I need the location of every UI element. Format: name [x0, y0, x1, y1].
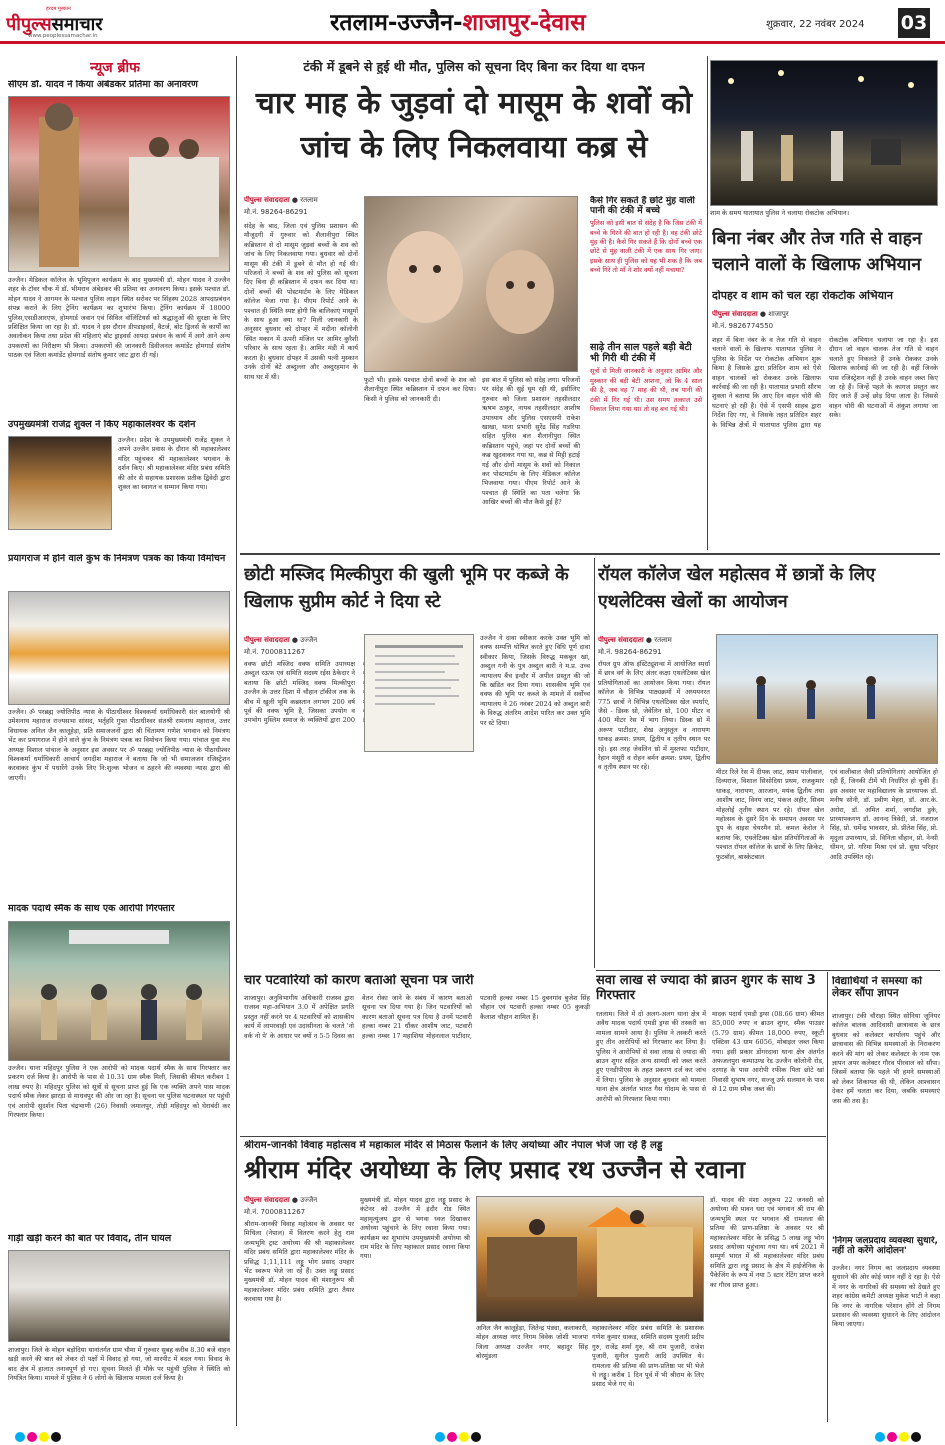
brownsugar-body: रतलाम। जिले में दो अलग-अलग थाना क्षेत्र में अवैध मादक पदार्थ एमडी ड्रग्स की तस्करी का मामला सामने आया है। पुलिस ने तस्करी करते हुए तीन आरोपियों को गिरफ्तार कर लिया है। पुलिस ने आरोपियों से सवा लाख से ज्यादा की ब्राउन शुगर सहित अन्य सामग्री को जब्त करते हुए एनडीपीएस के तहत प्रकरण दर्ज कर जांच में लिया। पुलिस के अनुसार बुधवार को मामला थाना क्षेत्र अंतर्गत भारत गैस गोदाम के पास से आरोपी को गिरफ्तार किया गया।: [596, 1010, 706, 1103]
photo-smack-arrest: [8, 921, 230, 1061]
royal-byline: [598, 636, 718, 657]
brand-left: पीपुल्स: [6, 14, 52, 35]
news-brief-label: न्यूज ब्रीफ: [90, 60, 140, 76]
page-number: 03: [898, 8, 930, 38]
vidyarthi-headline: विद्यार्थियों ने समस्या को लेकर सौंपा ज्ञापन: [832, 976, 922, 999]
section-title-2: शाजापुर-देवास: [462, 10, 586, 36]
sidebar-body-2: सूत्रों से मिली जानकारी के अनुसार आमिर और मुस्कान की बड़ी बेटी आशना, जो कि 4 साल की है, जब वह 7 माह की थी, तब पानी की टंकी में गिर गई थी। उस समय तत्काल उसे निकाल लिया गया था। तो वह बच गई थी।: [590, 367, 702, 414]
royal-byline-mobile: मो.नं. 98264-86291: [598, 648, 662, 656]
brand-right: समाचार: [51, 14, 103, 35]
main-photo-caption: फुटो भी। इसके पश्चात दोनों बच्चों के शव को शैलानीपुरा स्थित कब्रिस्तान में दफन कर दिया। किसी ने पुलिस को जानकारी दी।: [364, 376, 476, 403]
main-byline-mobile: मो.नं. 98264-86291: [244, 208, 308, 216]
roadshow-subhead: दोपहर व शाम को चल रहा रोकटोक अभियान: [712, 290, 893, 302]
masthead: [0, 0, 945, 44]
masjid-headline: छोटी मस्जिद मिल्कीपुरा की खुली भूमि पर कब्जे के खिलाफ सुप्रीम कोर्ट ने दिया स्टे: [244, 565, 569, 613]
masjid-byline-mobile: मो.नं. 7000811267: [244, 648, 306, 656]
brief-body-1: उज्जैन। मेडिकल कॉलेज के भूमिपूजन कार्यक्रम के बाद मुख्यमंत्री डॉ. मोहन यादव ने उज्जैन शहर के टॉवर चौक में डॉ. भीमराव अंबेडकर की प्रतिमा का अनावरण किया। इसके पश्चात डॉ. मोहन यादव ने आगमन के पश्चात पुलिस लाइन स्थित सरोवर पर सिंहस्थ 2028 आपदाप्रबंधन संपन्न कराने के लिए ट्रेनिंग कार्यक्रम का शुभारंभ किया। ट्रेनिंग कार्यक्रम में 18000 पुलिस,एसडीआरएफ, होमगार्ड जवान एवं सिविल वॉलिंटियर्स को श्रद्धालुओं की सुरक्षा के लिए प्रशिक्षित किया जा रहा है। डॉ. यादव ने इस दौरान डीपडाइवर्स, वैटर्ज, बोट ड्रिलर्स के कार्यों का अवलोकन किया तथा प्रदेश की महिलाएं बोट ड्राइवर्स आपदा प्रबंधन के कार्य में आगे आने अन्य उपकरणों का निरीक्षण भी किया। उपकरणों की जानकारी डिवीजनल कमांडेंट होमगार्ड संतोष पाठक एवं जिला कमांडेंट होमगार्ड संतोष कुमार जाट द्वारा दी गई।: [8, 276, 230, 360]
shriram-byline-name-city: पीपुल्स संवाददाता ● उज्जैन: [244, 1196, 318, 1204]
shriram-headline: श्रीराम मंदिर अयोध्या के लिए प्रसाद रथ उज्जैन से रवाना: [244, 1156, 746, 1184]
masjid-byline-name-city: पीपुल्स संवाददाता ● उज्जैन: [244, 636, 318, 644]
patwari-headline: चार पटवारियों को कारण बताओ सूचना पत्र जारी: [244, 974, 474, 988]
sidebar-tank: [590, 196, 702, 548]
brief-headline-3: प्रयागराज में होने वाले कुंभ के निमंत्रण पत्रक का किया विमोचन: [8, 554, 226, 564]
main-byline: [244, 196, 359, 217]
brief-body-4: उज्जैन। थाना महिदपुर पुलिस ने एक आरोपी को मादक पदार्थ स्मैक के साथ गिरफ्तार कर प्रकरण दर्ज किया है। आरोपी के पास से 10.31 ग्राम स्मैक मिली, जिसकी कीमत करीबन 1 लाख रुपए है। महिदपुर पुलिस को सूत्रों से सूचना प्राप्त हुई कि एक व्यक्ति अपने पास मादक पदार्थ स्मैक लेकर झारड़ा से माधवपुर की ओर जा रहा है। सूचना पर पुलिस घटनास्थल पर पहुंची एवं आरोपी सुदर्शन पिता चंद्रभाणी (26) निवासी जमालपुर, तोड़ी महिदपुर को घेराबंदी कर गिरफ्तार किया।: [8, 1064, 230, 1120]
section-title: [330, 5, 690, 37]
brief-body-3: उज्जैन। ॐ परब्रह्म ज्योतिपीठ न्यास के पीठाधीश्वर विश्वकर्मा धर्माधिकारी संत बालयोगी श्री उमेशनाथ महाराज राज्यसभा सांसद, भर्तृहरि गुफा पीठाधीश्वर संतश्री रामनाथ महाराज, उत्तर विधायक अनिल जैन कालूहेड़ा, प्रति समाजजनों द्वारा श्री चिंतामण गणेश भगवान को निमंत्रण भेंट कर प्रयागराज में होने वाले कुंभ के निमंत्रण पत्रक का विमोचन किया गया। पांचाल युवा मंच अध्यक्ष विशाल पांचाल के अनुसार इस अवसर पर ॐ परब्रह्म ज्योतिपीठ न्यास के पीठाधीश्वर विश्वकर्मा धर्माधिकारी आचार्य जगदीश महाराज ने बताया कि जो भी समाजजन रजिस्ट्रेशन करवाकर कुंभ में पधारेंगे उनके लिए नि:शुल्क भोजन व ठहरने की व्यवस्था न्यास द्वारा की जाएगी।: [8, 708, 230, 782]
roadshow-byline-mobile: मो.नं. 9826774550: [712, 322, 774, 330]
brief-headline-2: उपमुख्यमंत्री राजेंद्र शुक्ल ने किए महाकालेश्वर के दर्शन: [8, 420, 196, 430]
masjid-body-2: उज्जैन ने दावा स्वीकार करके उक्त भूमि को वक्फ सम्पत्ति घोषित करते हुए विधि पूर्ण दावा स्वीकार किया, जिसके विरुद्ध मकबूल खां, अब्दुल गनी के पुत्र अब्दुल बारी ने म.प्र. उच्च न्यायालय बैंच इन्दौर में अपील प्रस्तुत की जो कि खंडित कर दिया गया। शासकीय भूमि एवं वक्फ की भूमि पर कब्जे के मामले में सर्वोच्च न्यायालय ने 26 नवंबर 2024 को अब्दुल बारी के विरुद्ध अंतरिम आदेश पारित कर उक्त भूमि पर स्टे दिया।: [480, 634, 590, 727]
registration-marks: [0, 1430, 945, 1445]
shriram-body-4: महाकालेश्वर मंदिर प्रबंध समिति के प्रशासक गणेश कुमार धाकड़, समिति सदस्य पुजारी प्रदीप गुरु, राजेंद्र शर्मा गुरु, श्री राम पुजारी, राजेश पुजारी, सुनील पुजारी आदि उपस्थित थे। रामलला की प्रतिमा की प्राण-प्रतिष्ठा पर भी भेजे थे लड्डू। करीब 1 दिन पूर्व में भी श्रीराम के लिए प्रसाद भेजे गए थे।: [592, 1324, 704, 1389]
brief-headline-4: मादक पदार्थ स्मैक के साथ एक आरोपी गिरफ्तार: [8, 904, 175, 914]
main-body-col3: इस बात में पुलिस को संदेह लगा। परिजनों पर संदेह की सुई घूम रही थी, इसीलिए गुरुवार को जिला प्रशासन तहसीलदार ऋषभ ठाकुर, नायब तहसीलदार आशीष उपाध्याय और पुलिस एसएसपी राकेश खाखा, थाना प्रभारी सुरेंद्र सिंह गडरिया सहित पुलिस बल शैलानीपुरा स्थित कब्रिस्तान पहुंचे, जहां पर दोनों बच्चों की कब्र खुदवाकर गया था, कब्र से मिट्टी हटाई गई और दोनों मासूम के शवों को निकाल कर पोस्टमार्टम के लिए मेडिकल कॉलेज भिजवाया गया। पीएम रिपोर्ट आने के पश्चात ही स्थिति का पता चलेगा कि आखिर बच्चों की मौत कैसे हुई है?: [482, 376, 580, 507]
shriram-photo-caption: अनिल जैन कालूहेड़ा, जितेन्द्र पंड्या, कलाकारी, मोहन अध्यक्ष नगर निगम विवेक जोशी भाजपा जिला अध्यक्ष उज्जैन नगर, बहादुर सिंह बोरमुंडला: [476, 1324, 588, 1361]
photo-athletics-race: [716, 634, 938, 764]
roadshow-byline: [712, 310, 832, 331]
brand-logo[interactable]: [6, 6, 156, 40]
brief-headline-5: गाड़ी खड़ी करने की बात पर विवाद, तीन घायल: [8, 1234, 172, 1244]
brownsugar-headline: सवा लाख से ज्यादा की ब्राउन शुगर के साथ 3 गिरफ्तार: [596, 974, 816, 1003]
brief-headline-1: सीएम डॉ. यादव ने किया अंबेडकर प्रतिमा का अनावरण: [8, 80, 198, 90]
roadshow-byline-name-city: पीपुल्स संवाददाता ● शाजापुर: [712, 310, 789, 318]
shriram-body-3: डॉ. यादव की मंशा अनुरूप 22 जनवरी को अयोध्या की पावन धरा एवं भगवान श्री राम की जन्मभूमि स्थल पर भगवान श्री रामलला की प्रतिमा की प्राण-प्रतिष्ठा के अवसर पर श्री महाकालेश्वर मंदिर के प्रसिद्ध 5 लाख लड्डू भोग प्रसाद अयोध्या पहुंचाया गया था। वर्ष 2021 में सम्पूर्ण भारत में श्री महाकालेश्वर मंदिर प्रबंध समिति द्वारा लड्डू प्रसाद के क्षेत्र में हाईजेनिक के पैकेजिंग के रूप में नया 5 स्टार रेटिंग प्राप्त करने का गौरव प्राप्त हुआ।: [710, 1196, 824, 1289]
brief-body-5: शाजापुर। जिले के मोहन बड़ोदिया थानांतर्गत ग्राम चौमा में गुरुवार सुबह करीब 8.30 बजे वाहन खड़ी करने की बात को लेकर दो पक्षों में विवाद हो गया, जो मारपीट में बदल गया। विवाद के बाद क्षेत्र में हालात तनावपूर्ण हो गए। सूचना मिलते ही मौके पर पहुंची पुलिस ने स्थिति को नियंत्रित किया। मामले में पुलिस ने 6 लोगों के खिलाफ मामला दर्ज किया है।: [8, 1346, 230, 1383]
royal-body-3: एवं वालीबाल जैसी प्रतियोगिताएं आयोजित हो रही हैं, जिनकी टीमें भी निर्धारित हो चुकी हैं। इस अवसर पर महाविद्यालय के प्राध्यापक डॉ. मनीष सोनी, डॉ. प्रवीण मेहरा, डॉ. आर.के. अरोरा, डॉ. अमित शर्मा, जगदीश डुके, प्राध्यापकगण डॉ. आनन्द त्रिवेदी, प्रो. नजराज सिंह, प्रो. धर्मेन्द्र भावसार, प्रो. प्रीतेश सिंह, प्रो. मृदुला उपाध्याय, प्रो. विनिता चौहान, प्रो. नेन्सी धीमन, प्रो. गरिमा मिश्रा एवं प्रो. सुधा परिहार आदि उपस्थित रहे।: [830, 768, 938, 861]
shriram-body-2: मुख्यमंत्री डॉ. मोहन यादव द्वारा लड्डू प्रसाद के कंटेनर को उज्जैन में इंदौर रोड स्थित महामृत्युंजय द्वार से भगवा ध्वज दिखाकर अयोध्या पहुंचाने के लिए रवाना किया गया। कार्यक्रम का शुभारंभ उपमुख्यमंत्री अयोध्या श्री राम मंदिर के लिए महाकाल प्रसाद रवाना किया गया।: [360, 1196, 470, 1261]
hrule-3: [240, 1136, 826, 1137]
divider-mid-2: [594, 558, 595, 968]
sidebar-headline-2: साढ़े तीन साल पहले बड़ी बेटी भी गिरी थी टंकी में: [590, 342, 692, 364]
patwari-body: शाजापुर। अनुविभागीय अधिकारी राजस्व द्वारा राजस्व महा-अभियान 3.0 में अपेक्षित प्रगति प्रस्तुत नहीं करने पर 4 पटवारियों को शासकीय कार्य में लापरवाही एवं उदासीनता के चलते 'नो वर्क नो पे' के आधार पर क्यों न 5-5 दिवस का वेतन रोका जाने के संबंध में कारण बताओ सूचना पत्र दिया गया है। जिन पटवारियों को कारण बताओ सूचना पत्र दिया है उनमें पटवारी हल्का नम्बर 21 धौंकर आशीष जाट, पटवारी हल्का नम्बर 17 महाशिया मोहनलाल पाटीदार, पटवारी हल्का नम्बर 15 दुबनगांव बुजेश सिंह चौहान एवं पटवारी हल्का नम्बर 05 कुकड़ी कैलाश चौहान शामिल हैं।: [244, 994, 590, 1040]
divider-left: [236, 56, 237, 1426]
section-title-1: रतलाम-उज्जैन-: [330, 10, 463, 36]
royal-body-2: मीटर रिले रेस में दीपक जाट, स्याम पालीवाल, दिव्यराज, विशाल सिसोदिया प्रथम, राजकुमार धाकड़, नारायण, आरजान, मयंक द्वितीय तथा आशीष जाट, विनय जाट, पंकज अहीर, सिवम मोहलोई तृतीय स्थान पर रहे। रॉयल खेल महोत्सव के दूसरे दिन के समापन अवसर पर ग्रुप के वाइस चेयरमैन प्रो. कमल केरोल ने बताया कि, एथलेटिक्स खेल प्रतियोगिताओं के पश्चात रॉयल कॉलेज के छात्रों के लिए क्रिकेट, फुटबॉल, बास्केटबाल: [716, 768, 824, 861]
vidyarthi-body: शाजापुर। टंकी चौराहा स्थित सोनिया जूनियर कॉलेज बालक आदिवासी छात्रावास के छात्र बुधवार को कलेक्टर कार्यालय पहुंचे और छात्रावास की विभिन्न समस्याओं के निराकरण करने की मांग को लेकर कलेक्टर के नाम एक ज्ञापन अपर कलेक्टर गौरव पीरवाल को सौंपा। जिसमें बताया कि पहले भी हमने समस्याओं को लेकर शिकायत की थी, लेकिन आश्वासन देकर हमें चलता कर दिया, जबकि समस्याएं जस की तस है।: [832, 1012, 940, 1105]
shriram-kicker: श्रीराम-जानकी विवाह महोत्सव में महाकाल मंदिर से मिठास फैलाने के लिए अयोध्या और नेपाल भेजे जा रहे हैं लड्डू: [244, 1140, 663, 1151]
brand-url[interactable]: www.peoplessamachar.in: [28, 33, 98, 39]
main-headline: चार माह के जुड़वां दो मासूम के शवों को जांच के लिए निकलवाया कब्र से: [255, 86, 693, 165]
divider-right-low: [827, 972, 828, 1422]
brief-body-2: उज्जैन। प्रदेश के उपमुख्यमंत्री राजेंद्र शुक्ल ने अपने उज्जैन प्रवास के दौरान श्री महाकालेश्वर मंदिर पहुंचकर श्री महाकालेश्वर भगवान के दर्शन किए। श्री महाकालेश्वर मंदिर प्रबंध समिति की ओर से सहायक प्रशासक प्रतीक द्विवेदी द्वारा शुक्ल का स्वागत व सम्मान किया गया।: [118, 436, 230, 492]
photo-court-document: [364, 634, 474, 752]
photo-deputy-cm: [8, 436, 112, 530]
sidebar-headline-1: कैसे गिर सकते हैं छोटे मुंह वाली पानी की टंकी में बच्चे: [590, 196, 695, 217]
night-photo-caption: शाम के समय यातायात पुलिस ने चलाया रोकटोक अभियान।: [710, 209, 850, 217]
masjid-body: वक्फ छोटी मस्जिद वक्फ समिति उपाध्यक्ष अब्दुल रऊफ एवं समिति सदस्य रईस ठेकेदार ने बताया कि छोटी मस्जिद वक्फ मिल्कीपुरा उज्जैन के उत्तर दिशा में चौहान टॉकीज तक के बीच में खुली भूमि कब्रस्तान लगभग 200 वर्ष पूर्व की वक्फ भूमि है, जिसका उपयोग व उपभोग मुस्लिम समाज के व्यक्तियों द्वारा 200: [244, 660, 355, 725]
roadshow-headline: बिना नंबर और तेज गति से वाहन चलाने वालों के खिलाफ अभियान: [712, 229, 922, 276]
shriram-byline-mobile: मो.नं. 7000811267: [244, 1208, 306, 1216]
photo-ambedkar-statue: [8, 96, 230, 272]
photo-kumbh-release: [8, 591, 230, 705]
main-byline-name-city: पीपुल्स संवाददाता ● रतलाम: [244, 196, 318, 204]
news-brief-column: [8, 58, 230, 1424]
main-kicker: टंकी में डूबने से हुई थी मौत, पुलिस को सूचना दिए बिना कर दिया था दफन: [303, 60, 645, 74]
photo-prasad-rath: [476, 1196, 704, 1322]
royal-body: रॉयल ग्रुप ऑफ इंस्टिट्यूशन्स में आयोजित स्पर्धा में छात्र वर्ग के लिए अंतर कक्षा एथलेटिक्स खेल प्रतियोगिताओं का आयोजन किया गया। रॉयल कॉलेज के विभिन्न पाठ्यक्रमों में अध्ययनरत 775 छात्रों ने विभिन्न एथलेटिक्स खेल स्पर्धाएं, जैसे - डिस्क थ्रो, जेवेलिन थ्रो, 100 मीटर व 400 मीटर रेस में भाग लिया। डिस्क थ्रो में अरूण पाटीदार, शेख अनुस्तुल व नारायण धाकड़ क्रमश: प्रथम, द्वितीय व तृतीय स्थान पर रहे। इस तरह जेवलिन थ्रो में मुस्तफा पाटीदार, रेहान मंसूरी व रोहन बर्मन क्रमश: प्रथम, द्वितीय व तृतीय स्थान पर रहे।: [598, 660, 710, 772]
vidyarthi-body-2: उज्जैन। नगर निगम का जलप्रदाय व्यवस्था सुधारने की ओर कोई ध्यान नहीं दे रहा है। ऐसे में नगर के नागरिकों की समस्या को देखते हुए शहर कांग्रेस कमेटी अध्यक्ष मुकेश भाटी ने कहा कि नगर के नागरिक परेशान होंगे तो निगम प्रशासन की व्यवस्था सुधारने के लिए आंदोलन किया जाएगा।: [832, 1264, 940, 1329]
photo-parking-dispute: [8, 1250, 230, 1342]
hrule-1: [240, 553, 940, 555]
main-body-col1: संदेह के बाद, जिला एवं पुलिस प्रशासन की मौजूदगी में गुरुवार को शैलानीपुरा स्थित कब्रिस्तान से दो मासूम जुड़वां बच्चों के शव को जांच के लिए निकलवाया गया। बुधवार को दोनों मासूम की टंकी में डूबने से मौत हो गई थी। परिजनों ने बच्चों के शव को पुलिस को सूचना दिए बिना ही कब्रिस्तान में दफन कर दिया था। दोनों बच्चों की पोस्टमार्टम के लिए मेडिकल कॉलेज भेजा गया है। पीएम रिपोर्ट आने के पश्चात ही स्थिति स्पष्ट होगी कि बालिकाएं मासूमों के साथ हुआ क्या था? मिली जानकारी के अनुसार बुधवार को दोपहर में मदीना कॉलोनी स्थित मकान में ऊपरी मंजिल पर आमिर कुरैशी परिवार के साथ रहता है। आमिर मंडी में कार्य करता है। बुधवार दोपहर में उसकी पत्नी मुस्कान उनके दोनों बेटे अब्दुल्ला और अब्दुरहमान के साथ घर में थी।: [244, 222, 358, 381]
hrule-2: [596, 970, 940, 971]
shriram-body: श्रीराम-जानकी विवाह महोत्सव के अवसर पर मिथिला (नेपाल) में वितरण करने हेतु राम जन्मभूमि ट्रस्ट अयोध्या की श्री महाकालेश्वर मंदिर प्रबंध समिति द्वारा महाकालेश्वर मंदिर के प्रसिद्ध 1,11,111 लड्डू भोग प्रसाद उपहार भेंट स्वरूप भेजे जा रहे हैं। उक्त लड्डू प्रसाद मुख्यमंत्री डॉ. मोहन यादव की मंशानुरूप श्री महाकालेश्वर मंदिर प्रबंध समिति द्वारा तैयार करवाया गया है।: [244, 1220, 354, 1304]
brand-tagline: हरदम मुस्कान: [46, 6, 71, 12]
shriram-byline: [244, 1196, 364, 1217]
masjid-byline: [244, 636, 364, 657]
brownsugar-body-2: मादक पदार्थ एमडी ड्रग्स (08.66 ग्राम) कीमत 85,000 रुपए व ब्राउन शुगर, स्मैक पाउडर (5.79 ग्राम) कीमत 18,000 रुपए, स्कूटी एक्टिवा 43 ग्राम 6056, मोबाइल जब्त किया गया। इसी प्रकार डोंगरदावा थाना क्षेत्र अंतर्गत अफजलपुरा कम्पाउण्ड रेड उज्जैन कॉलोनी रोड, दरगाह के पास आरोपी रफीक पिता छोटे खां निवासी सुभाष नगर, सज्जू उर्फ सलमान के पास से 12 ग्राम स्मैक जब्त की।: [712, 1010, 824, 1094]
roadshow-body: शहर में बिना नंबर के व तेज गति से वाहन चलाने वालों के खिलाफ यातायात पुलिस ने पुलिस के निर्देश पर रोकटोक अभियान शुरू किया है जिसके द्वारा प्रतिदिन शाम को ऐसे वाहन चालकों को रोककर उनके खिलाफ कार्रवाई की जा रही है। यातायात प्रभारी सौरभ शुक्ला ने बताया कि आए दिन वाहन चोरी की घटनाएं हो रही है। ऐसे में एसपी साहब द्वारा निर्देश दिए गए, वे जिसके तहत प्रतिदिन शहर के विभिन्न क्षेत्रों में यातायात पुलिस द्वारा यह रोकटोक अभियान चलाया जा रहा है। इस दौरान जो वाहन चालक तेज गति से वाहन चलाते हुए निकलते हैं उनके रोककर उनके खिलाफ कार्रवाई की जा रही है। वहीं जिनके पास रजिस्ट्रेशन नहीं है उनके वाहन जब्त किए जा रहे हैं। जिन्हें पहले के कागज प्रस्तुत कर दिए जाते हैं उन्हें छोड़ दिया जाता है। जिससे वाहन चोरी की घटनाओं में अंकुश लगाया जा सके।: [712, 336, 938, 429]
issue-date: शुक्रवार, 22 नवंबर 2024: [766, 19, 865, 30]
royal-byline-name-city: पीपुल्स संवाददाता ● रतलाम: [598, 636, 672, 644]
royal-headline: रॉयल कॉलेज खेल महोत्सव में छात्रों के लिए एथलेटिक्स खेलों का आयोजन: [598, 565, 876, 613]
photo-twins: [364, 196, 578, 372]
vidyarthi-subhead: 'निगम जलप्रदाय व्यवस्था सुधारे, नहीं तो करेंगे आंदोलन': [832, 1236, 938, 1257]
sidebar-body-1: पुलिस को इसी बात से संदेह है कि जिस टंकी में बच्चे के गिरने की बात हो रही है। वह टंकी छोटे मुंह की है। कैसे गिर सकते हैं कि दोनों बच्चे एक छोटे से मुंह वाली टंकी में एक साथ गिर जाए। इसके साथ ही पुलिस को यह भी शक है कि जब बच्चे गिरे तो माँ ने शोर क्यों नहीं मचाया?: [590, 219, 702, 275]
divider-mid-top: [707, 56, 708, 550]
photo-night-checking: [710, 60, 938, 206]
